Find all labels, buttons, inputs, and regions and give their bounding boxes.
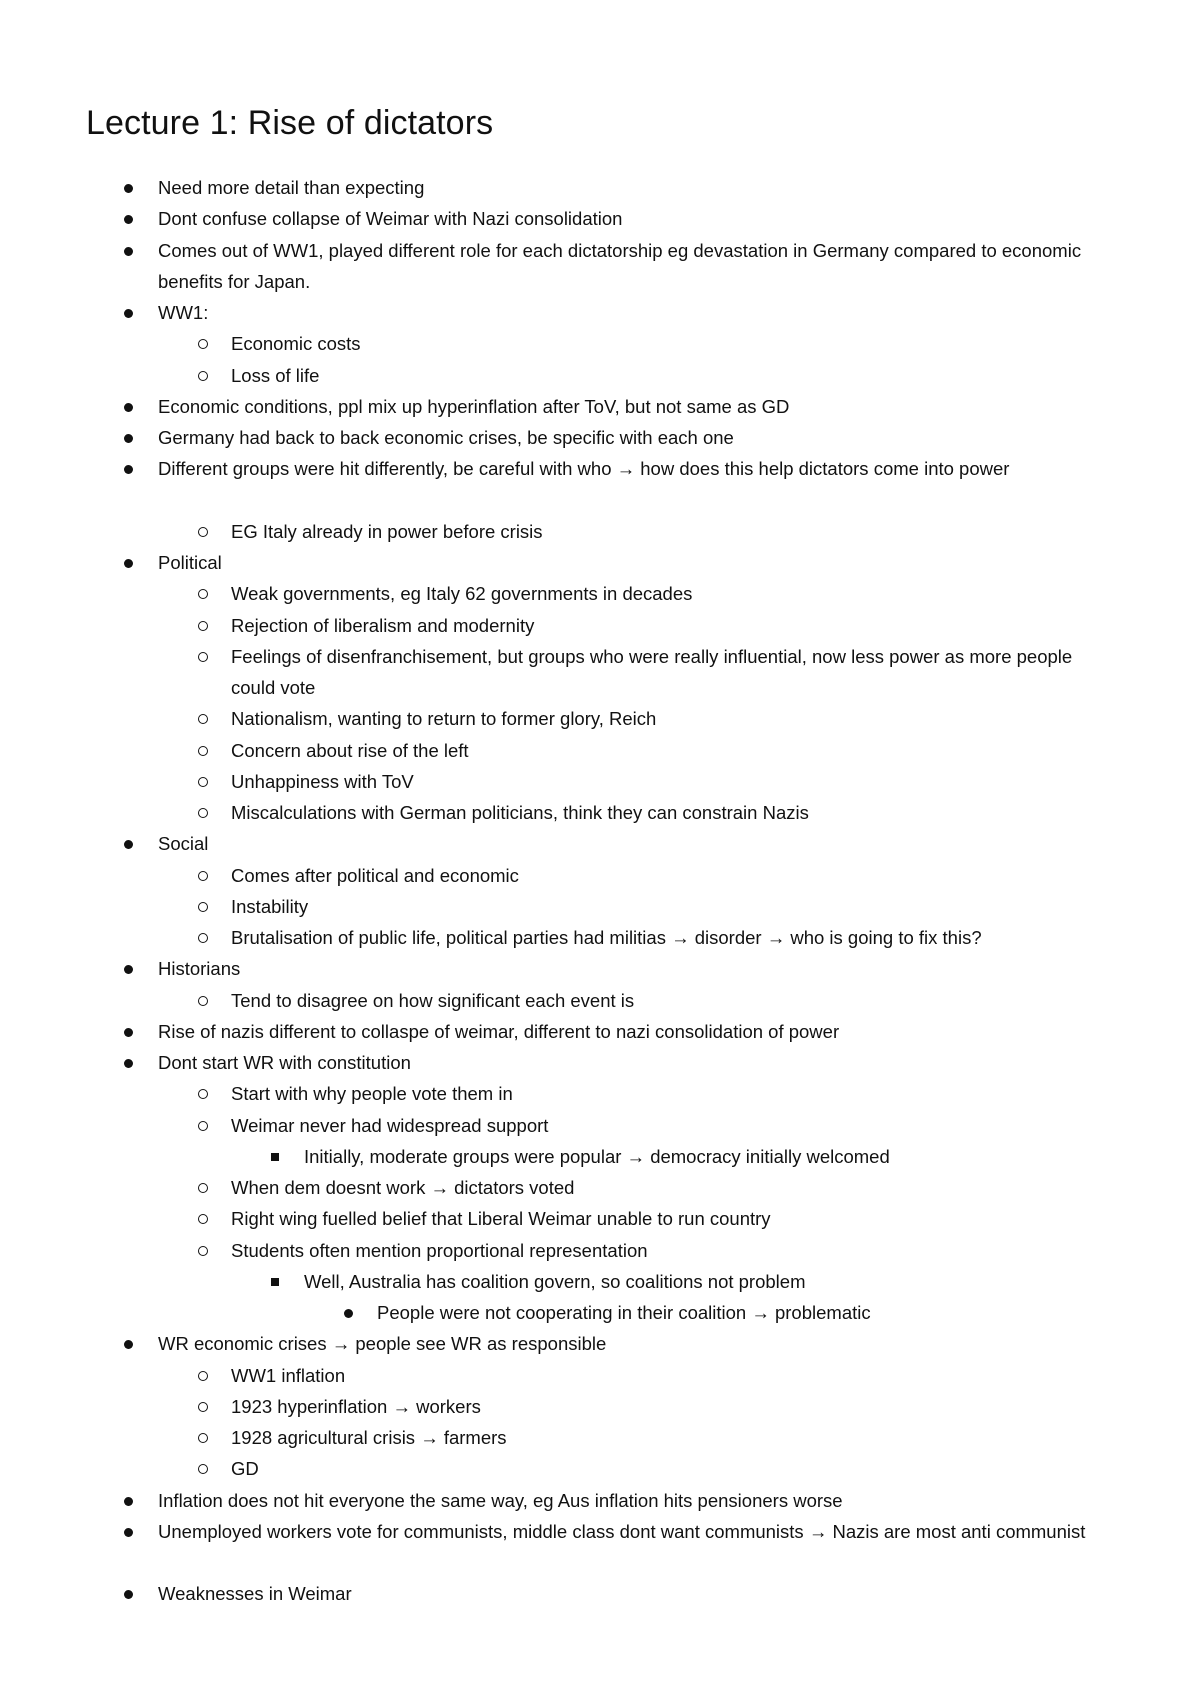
filled-bullet-icon [344,1309,353,1318]
hollow-circle-bullet-icon [198,371,208,381]
hollow-circle-bullet-icon [198,1246,208,1256]
hollow-circle-bullet-icon [198,339,208,349]
filled-bullet-icon [124,559,133,568]
list-item-text: Initially, moderate groups were popular → democracy initially welcomed [304,1145,890,1167]
list-item [0,922,1200,953]
list-item [0,641,1200,704]
list-item [0,547,1200,578]
filled-bullet-icon [124,840,133,849]
list-item-text: Rejection of liberalism and modernity [231,614,535,636]
list-item-text: Brutalisation of public life, political parties had militias → disorder → who is going to fix this? [231,927,982,948]
hollow-circle-bullet-icon [198,871,208,881]
list-item-text: WW1: [158,302,209,323]
list-item [0,703,1200,734]
list-item-text: Dont start WR with constitution [158,1052,411,1073]
list-item [0,1266,1200,1297]
list-item-text: EG Italy already in power before crisis [231,520,543,542]
list-item [0,1485,1200,1516]
filled-bullet-icon [124,1340,133,1349]
list-item [0,766,1200,797]
filled-bullet-icon [124,215,133,224]
list-item [0,1391,1200,1422]
list-item [0,391,1200,422]
list-item [0,1360,1200,1391]
filled-bullet-icon [124,1590,133,1599]
list-item-text: Right wing fuelled belief that Liberal Weimar unable to run country [231,1208,771,1230]
list-item [0,735,1200,766]
list-item [0,422,1200,453]
list-item [0,1297,1200,1328]
hollow-circle-bullet-icon [198,1464,208,1474]
list-item [0,1422,1200,1453]
list-item-text: Students often mention proportional representation [231,1239,648,1261]
filled-bullet-icon [124,1528,133,1537]
list-item [0,297,1200,328]
list-item [0,203,1200,234]
square-bullet-icon [271,1153,279,1161]
hollow-circle-bullet-icon [198,652,208,662]
bullet-list [0,172,1200,1610]
list-item-text: Concern about rise of the left [231,739,469,761]
hollow-circle-bullet-icon [198,589,208,599]
list-item [0,953,1200,984]
list-item [0,1047,1200,1078]
list-item-text: People were not cooperating in their coalition → problematic [377,1302,871,1323]
list-item-text: 1928 agricultural crisis → farmers [231,1427,507,1448]
list-item [0,1453,1200,1484]
hollow-circle-bullet-icon [198,996,208,1006]
list-item [0,1328,1200,1359]
list-item-text: Nationalism, wanting to return to former glory, Reich [231,708,657,730]
list-item-text: Unhappiness with ToV [231,770,414,792]
list-item-text: Unemployed workers vote for communists, middle class dont want communists → Nazis are most anti communist [158,1520,1086,1542]
hollow-circle-bullet-icon [198,714,208,724]
list-item [0,860,1200,891]
filled-bullet-icon [124,403,133,412]
list-item [0,828,1200,859]
list-item [0,235,1200,298]
list-item [0,328,1200,359]
list-item-text: Loss of life [231,364,320,386]
list-item-text: Weaknesses in Weimar [158,1583,352,1605]
filled-bullet-icon [124,184,133,193]
list-item-text: Instability [231,895,309,917]
filled-bullet-icon [124,1059,133,1068]
list-item-text: Economic costs [231,333,361,355]
list-item [0,360,1200,391]
list-item-text: Historians [158,958,241,980]
list-item-text: Miscalculations with German politicians, think they can constrain Nazis [231,802,809,823]
list-item-text: Germany had back to back economic crises, be specific with each one [158,427,734,448]
list-item [0,172,1200,203]
list-item [0,1078,1200,1109]
list-item-text: Comes after political and economic [231,864,519,886]
page-title: Lecture 1: Rise of dictators [86,104,494,142]
hollow-circle-bullet-icon [198,777,208,787]
list-item [0,1578,1200,1609]
hollow-circle-bullet-icon [198,527,208,537]
filled-bullet-icon [124,434,133,443]
list-item-text: Economic conditions, ppl mix up hyperinflation after ToV, but not same as GD [158,395,790,417]
list-item-text: Weak governments, eg Italy 62 governments in decades [231,583,693,605]
hollow-circle-bullet-icon [198,1089,208,1099]
list-item-text: Weimar never had widespread support [231,1114,549,1136]
list-item-text: Social [158,833,209,855]
list-item-text: Political [158,552,222,573]
list-item [0,1172,1200,1203]
list-item-text: WR economic crises → people see WR as responsible [158,1333,607,1355]
list-item-text: GD [231,1458,259,1480]
hollow-circle-bullet-icon [198,621,208,631]
list-item-text: Dont confuse collapse of Weimar with Nazi consolidation [158,208,623,230]
hollow-circle-bullet-icon [198,1121,208,1131]
list-item [0,1141,1200,1172]
list-item [0,1110,1200,1141]
list-item [0,985,1200,1016]
list-item-text: Feelings of disenfranchisement, but groups who were really influential, now less power as more people could vote [231,645,1073,698]
list-item-text: Rise of nazis different to collaspe of weimar, different to nazi consolidation of power [158,1020,840,1042]
filled-bullet-icon [124,247,133,256]
filled-bullet-icon [124,1028,133,1037]
list-item-text: Need more detail than expecting [158,177,425,198]
list-item-text: Well, Australia has coalition govern, so coalitions not problem [304,1270,806,1292]
list-item-text: 1923 hyperinflation → workers [231,1395,481,1417]
list-item [0,1235,1200,1266]
filled-bullet-icon [124,1497,133,1506]
list-item-text: Different groups were hit differently, be careful with who → how does this help dictators come into power [158,458,1010,480]
list-item [0,891,1200,922]
list-item [0,1203,1200,1234]
filled-bullet-icon [124,465,133,474]
filled-bullet-icon [124,309,133,318]
list-item-text: Comes out of WW1, played different role for each dictatorship eg devastation in Germany compared to economic benefits for Japan. [158,239,1082,292]
hollow-circle-bullet-icon [198,808,208,818]
list-item-text: When dem doesnt work → dictators voted [231,1177,575,1198]
list-item [0,516,1200,547]
list-item [0,1016,1200,1047]
list-item-text: Inflation does not hit everyone the same way, eg Aus inflation hits pensioners worse [158,1489,843,1511]
list-item-text: WW1 inflation [231,1364,346,1386]
list-item-text: Tend to disagree on how significant each event is [231,989,635,1011]
hollow-circle-bullet-icon [198,933,208,943]
hollow-circle-bullet-icon [198,1214,208,1224]
square-bullet-icon [271,1278,279,1286]
hollow-circle-bullet-icon [198,1183,208,1193]
hollow-circle-bullet-icon [198,1433,208,1443]
filled-bullet-icon [124,965,133,974]
hollow-circle-bullet-icon [198,1371,208,1381]
list-item [0,797,1200,828]
hollow-circle-bullet-icon [198,1402,208,1412]
list-item [0,610,1200,641]
list-item [0,578,1200,609]
list-item [0,1516,1200,1579]
list-item [0,453,1200,516]
hollow-circle-bullet-icon [198,746,208,756]
list-item-text: Start with why people vote them in [231,1083,513,1105]
hollow-circle-bullet-icon [198,902,208,912]
